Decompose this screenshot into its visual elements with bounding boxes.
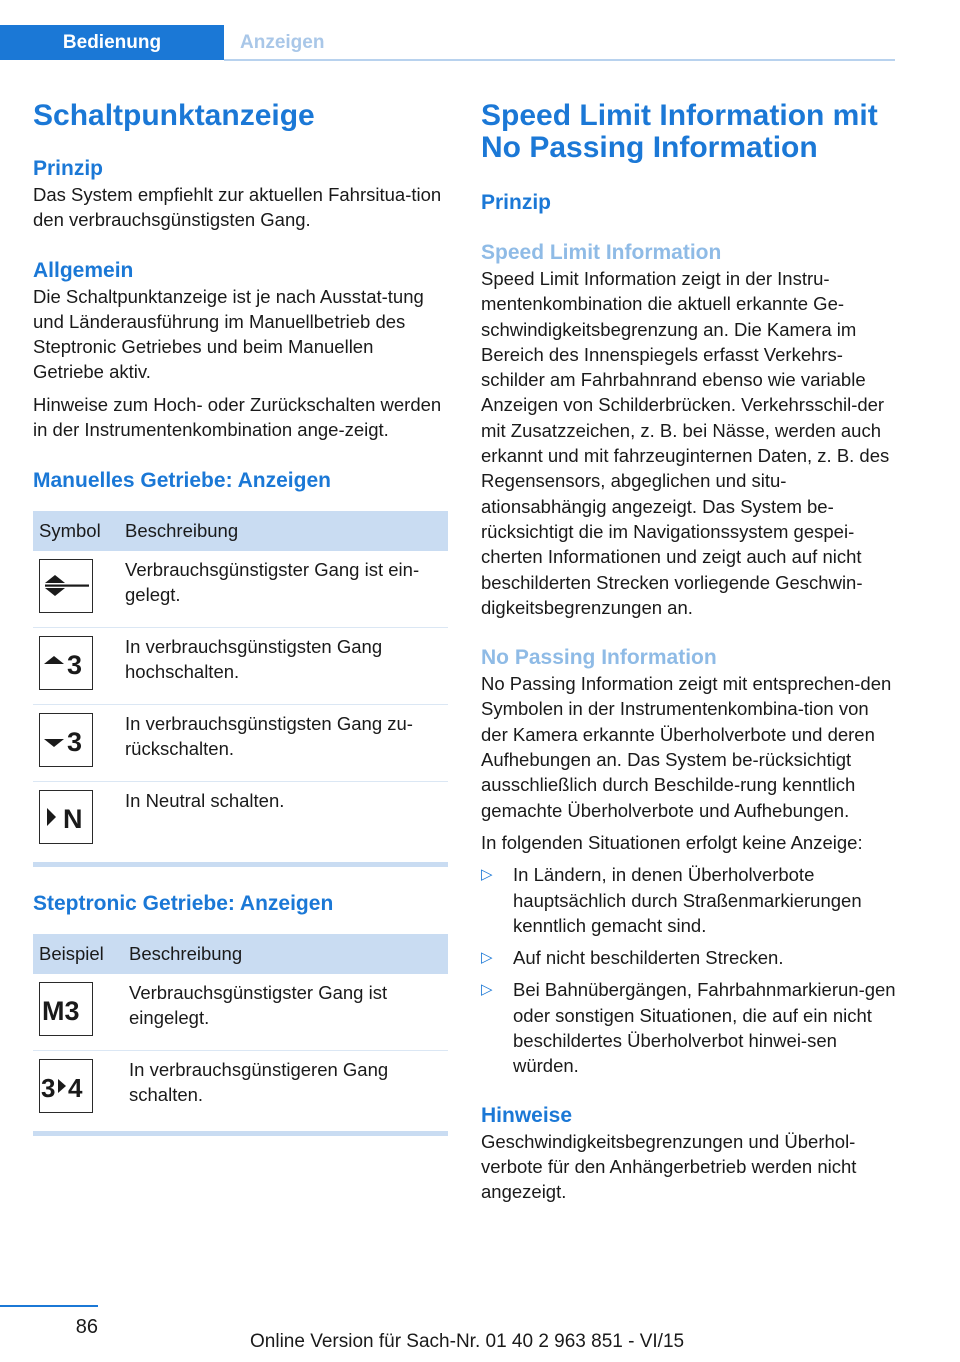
heading-allgemein: Allgemein xyxy=(33,258,134,282)
svg-text:4: 4 xyxy=(68,1073,83,1102)
col-header-symbol: Symbol xyxy=(33,511,119,551)
situations-list xyxy=(481,862,897,1078)
upshift-3-icon xyxy=(39,636,93,690)
table-cell-desc: In verbrauchsgünstigsten Gang hochschalten. xyxy=(119,628,448,705)
table-row xyxy=(33,705,448,782)
heading-prinzip: Prinzip xyxy=(33,157,104,180)
list-item: ▷ In Ländern, in denen Überholverbote hauptsächlich durch Straßenmarkierungen kenntlich gemacht sind. xyxy=(481,864,862,936)
downshift-3-icon xyxy=(39,713,93,767)
text-prinzip: Das System empfiehlt zur aktuellen Fahrsitua‐tion den verbrauchsgünstigsten Gang. xyxy=(33,184,442,231)
table-end-rule xyxy=(33,1131,448,1136)
bullet-triangle-icon: ▷ xyxy=(481,866,493,884)
shift-neutral-icon xyxy=(39,790,93,844)
tab-bedienung[interactable]: Bedienung xyxy=(0,25,224,60)
tab-anzeigen[interactable]: Anzeigen xyxy=(240,31,325,53)
text-hinweise: Geschwindigkeitsbegrenzungen und Überhol‐verbote für den Anhängerbetrieb werden nicht angezeigt. xyxy=(481,1130,857,1203)
svg-text:3: 3 xyxy=(41,1073,56,1102)
table-row xyxy=(33,974,448,1051)
table-cell-desc: Verbrauchsgünstigster Gang ist eingelegt. xyxy=(123,974,448,1051)
col-header-beschreibung: Beschreibung xyxy=(119,511,448,551)
m3-gear-icon xyxy=(39,982,93,1036)
text-speed-limit-information: Speed Limit Information zeigt in der Instru‐mentenkombination die aktuell erkannte Ge‐schwindigkeitsbegrenzung an. Die Kamera im Bereich des Innenspiegels erfasst Verkehrs‐schilder am Fahrbahnrand ebenso wie variable Anzeigen von Schilderbrücken. Verkehrsschil‐der mit Zusatzzeichen, z. B. bei Nässe, werden auch erkannt und mit fahrzeuginternen Daten, z. B. des Regensensors, abgeglichen und situ‐ationsabhängig angezeigt. Das System be‐rücksichtigt die im Navigationssystem gespei‐cherten Informationen und zeigt auch auf nicht beschilderten Strecken vorliegende Geschwin‐digkeitsbegrenzungen an. xyxy=(481,268,890,618)
steptronic-table xyxy=(33,934,448,1127)
left-column xyxy=(33,100,448,1136)
col-header-beispiel: Beispiel xyxy=(33,934,123,974)
text-allgemein-2: Hinweise zum Hoch- oder Zurückschalten werden in der Instrumentenkombination ange‐zeigt. xyxy=(33,393,442,441)
table-cell-desc: In Neutral schalten. xyxy=(125,790,285,812)
manual-gear-table xyxy=(33,511,448,858)
footer-divider xyxy=(0,1305,98,1307)
table-row xyxy=(33,628,448,705)
section-title-schaltpunktanzeige: Schaltpunktanzeige xyxy=(33,99,315,132)
shift-3-to-4-icon xyxy=(39,1059,93,1113)
heading-manuelles-getriebe: Manuelles Getriebe: Anzeigen xyxy=(33,469,331,493)
bullet-triangle-icon: ▷ xyxy=(481,949,493,967)
online-version-note: Online Version für Sach-Nr. 01 40 2 963 851 - VI/15 xyxy=(250,1331,685,1352)
list-item: ▷ Auf nicht beschilderten Strecken. xyxy=(481,945,897,970)
heading-prinzip: Prinzip xyxy=(481,191,552,214)
bullet-triangle-icon: ▷ xyxy=(481,981,493,999)
svg-text:3: 3 xyxy=(67,650,83,679)
list-item: ▷ Bei Bahnübergängen, Fahrbahnmarkierun‐gen oder sonstigen Situationen, die auf ein nicht beschildertes Überholverbot hinwei‐sen würden. xyxy=(481,979,896,1077)
heading-hinweise: Hinweise xyxy=(481,1103,573,1127)
page-header xyxy=(0,25,895,62)
text-situations-intro: In folgenden Situationen erfolgt keine Anzeige: xyxy=(481,831,863,853)
svg-text:3: 3 xyxy=(67,727,83,756)
table-row xyxy=(33,1051,448,1128)
heading-speed-limit-information: Speed Limit Information xyxy=(481,241,722,264)
heading-steptronic-getriebe: Steptronic Getriebe: Anzeigen xyxy=(33,892,334,916)
text-allgemein-1: Die Schaltpunktanzeige ist je nach Ausstat‐tung und Länderausführung im Manuellbetrieb des Steptronic Getriebes und beim Manuellen Getriebe aktiv. xyxy=(33,285,424,383)
col-header-beschreibung: Beschreibung xyxy=(123,934,448,974)
table-end-rule xyxy=(33,862,448,867)
table-cell-desc: In verbrauchsgünstigsten Gang zu‐rückschalten. xyxy=(119,705,448,782)
text-no-passing-information: No Passing Information zeigt mit entsprechen‐den Symbolen in der Instrumentenkombina‐tion von der Kamera erkannte Überholverbote und deren Aufhebungen an. Das System be‐rücksichtigt ausschließlich durch Beschilde‐rung kenntlich gemachte Überholverbote und Aufhebungen. xyxy=(481,673,892,821)
table-cell-desc: Verbrauchsgünstigster Gang ist ein‐gelegt. xyxy=(119,551,448,628)
table-cell-desc: In verbrauchsgünstigeren Gang schalten. xyxy=(129,1059,389,1106)
heading-no-passing-information: No Passing Information xyxy=(481,646,717,670)
section-title-speed-limit: Speed Limit Information mit No Passing Information xyxy=(481,99,878,164)
page-number: 86 xyxy=(75,1316,98,1338)
table-row xyxy=(33,782,448,859)
svg-text:N: N xyxy=(63,804,83,833)
table-row xyxy=(33,551,448,628)
svg-text:M3: M3 xyxy=(42,996,80,1025)
optimal-gear-icon xyxy=(39,559,93,613)
right-column xyxy=(481,100,897,1205)
header-divider xyxy=(224,59,895,61)
